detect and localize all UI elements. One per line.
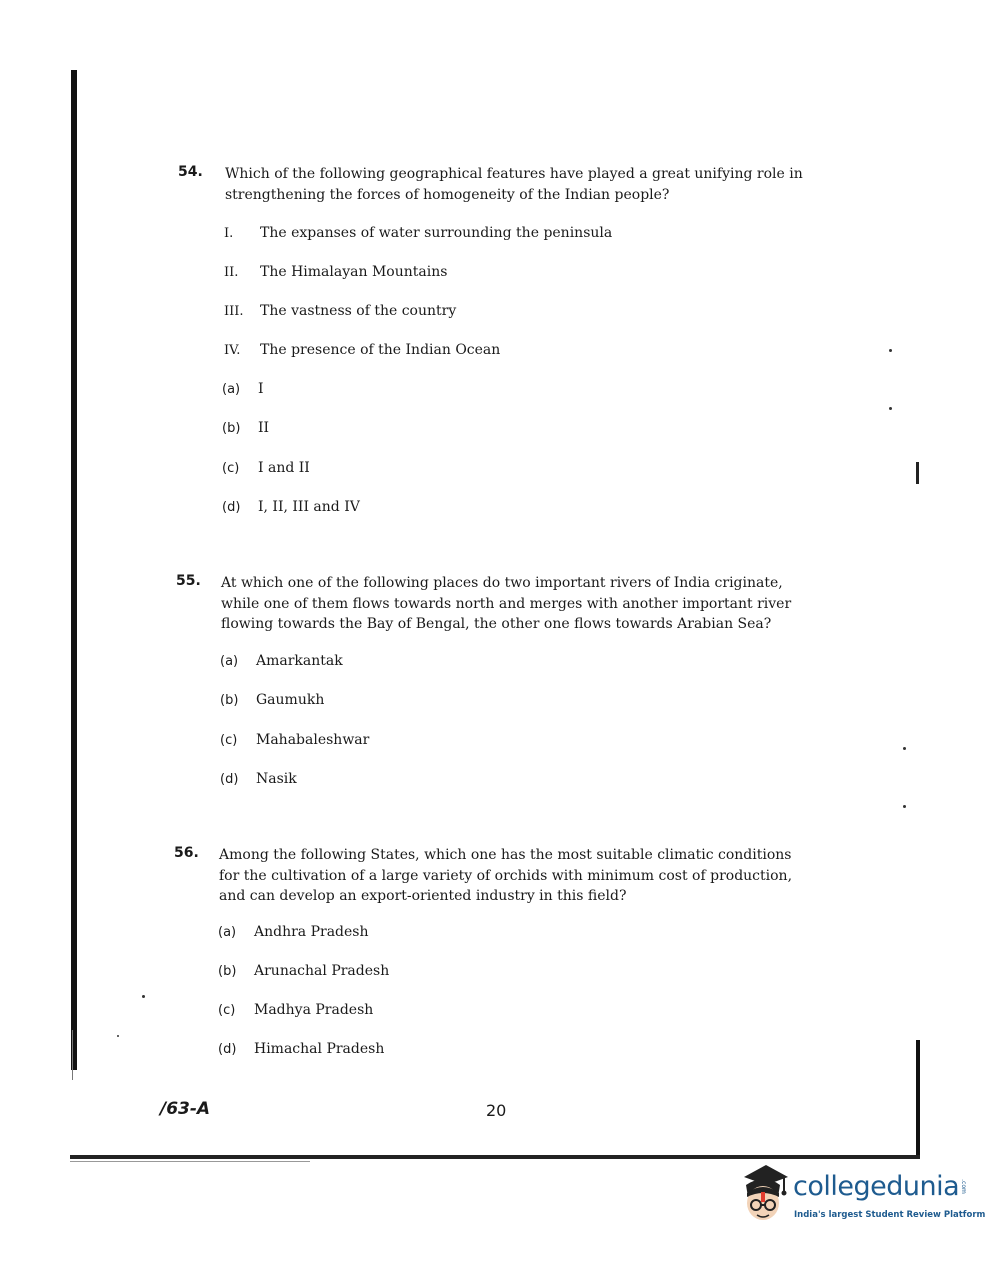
option-a[interactable] — [218, 924, 369, 940]
option-text: Himachal Pradesh — [254, 1041, 385, 1057]
option-text: Mahabaleshwar — [256, 732, 370, 748]
option-c[interactable] — [220, 732, 369, 748]
option-label: (d) — [218, 1042, 237, 1057]
option-text: II — [258, 420, 270, 436]
option-label: (d) — [222, 500, 241, 515]
option-text: Gaumukh — [256, 692, 325, 708]
statement — [224, 225, 612, 241]
question-text: Among the following States, which one has the most suitable climatic conditions for the cultivation of a large variety of orchids with minimum cost of production, and can develop an export-oriented industry in this field? — [219, 847, 793, 904]
option-label: (c) — [222, 461, 240, 476]
option-text: I — [258, 381, 264, 397]
speck — [889, 407, 892, 410]
option-b[interactable] — [220, 692, 324, 708]
brand-domain: .com — [959, 1179, 967, 1194]
option-text: Nasik — [256, 771, 297, 787]
option-label: (a) — [218, 925, 237, 940]
brand-name: collegedunia — [793, 1171, 960, 1202]
mascot-icon — [736, 1163, 792, 1233]
option-text: I, II, III and IV — [258, 499, 360, 515]
statement-text: The expanses of water surrounding the peninsula — [260, 225, 613, 241]
option-label: (b) — [222, 421, 241, 436]
option-text: Arunachal Pradesh — [254, 963, 390, 979]
page-number: 20 — [486, 1101, 507, 1120]
option-d[interactable] — [218, 1041, 384, 1057]
statement-label: III. — [224, 304, 244, 319]
statement-text: The Himalayan Mountains — [260, 264, 448, 280]
option-label: (c) — [218, 1003, 236, 1018]
option-c[interactable] — [218, 1002, 373, 1018]
option-a[interactable] — [220, 653, 343, 669]
option-text: Andhra Pradesh — [254, 924, 369, 940]
speck — [889, 349, 892, 352]
option-label: (c) — [220, 733, 238, 748]
scan-line-left — [72, 1030, 73, 1080]
question-text: Which of the following geographical features have played a great unifying role in strengthening the forces of homogeneity of the Indian people? — [225, 166, 803, 203]
paper-code: /63-A — [160, 1099, 211, 1119]
speck — [142, 995, 145, 998]
question-number: 55. — [176, 573, 201, 589]
option-d[interactable] — [222, 499, 360, 515]
option-text: Madhya Pradesh — [254, 1002, 374, 1018]
statement-label: IV. — [224, 343, 241, 358]
statement-label: II. — [224, 265, 239, 280]
statement — [224, 303, 456, 319]
bottom-rule — [70, 1155, 920, 1159]
scan-border-right — [916, 1040, 920, 1155]
option-text: Amarkantak — [256, 653, 343, 669]
option-label: (d) — [220, 772, 239, 787]
option-c[interactable] — [222, 460, 310, 476]
speck — [903, 805, 906, 808]
statement — [224, 342, 500, 358]
option-label: (b) — [218, 964, 237, 979]
brand-tagline: India's largest Student Review Platform — [794, 1210, 986, 1220]
scan-mark-right — [916, 462, 919, 484]
collegedunia-logo[interactable] — [736, 1163, 986, 1233]
option-a[interactable] — [222, 381, 264, 397]
speck — [903, 747, 906, 750]
option-label: (b) — [220, 693, 239, 708]
statement-text: The presence of the Indian Ocean — [260, 342, 501, 358]
scan-border-left — [71, 70, 77, 1070]
question-number: 54. — [178, 164, 203, 180]
option-b[interactable] — [218, 963, 389, 979]
statement-label: I. — [224, 226, 234, 241]
option-d[interactable] — [220, 771, 297, 787]
option-label: (a) — [222, 382, 241, 397]
bottom-rule-thin — [70, 1161, 310, 1162]
option-label: (a) — [220, 654, 239, 669]
question-number: 56. — [174, 845, 199, 861]
question-text: At which one of the following places do two important rivers of India criginate, while one of them flows towards north and merges with another important river flowing towards the Bay of Bengal, the other one flows towards Arabian Sea? — [221, 575, 792, 632]
option-text: I and II — [258, 460, 310, 476]
statement — [224, 264, 447, 280]
speck — [117, 1035, 119, 1037]
statement-text: The vastness of the country — [260, 303, 457, 319]
option-b[interactable] — [222, 420, 269, 436]
